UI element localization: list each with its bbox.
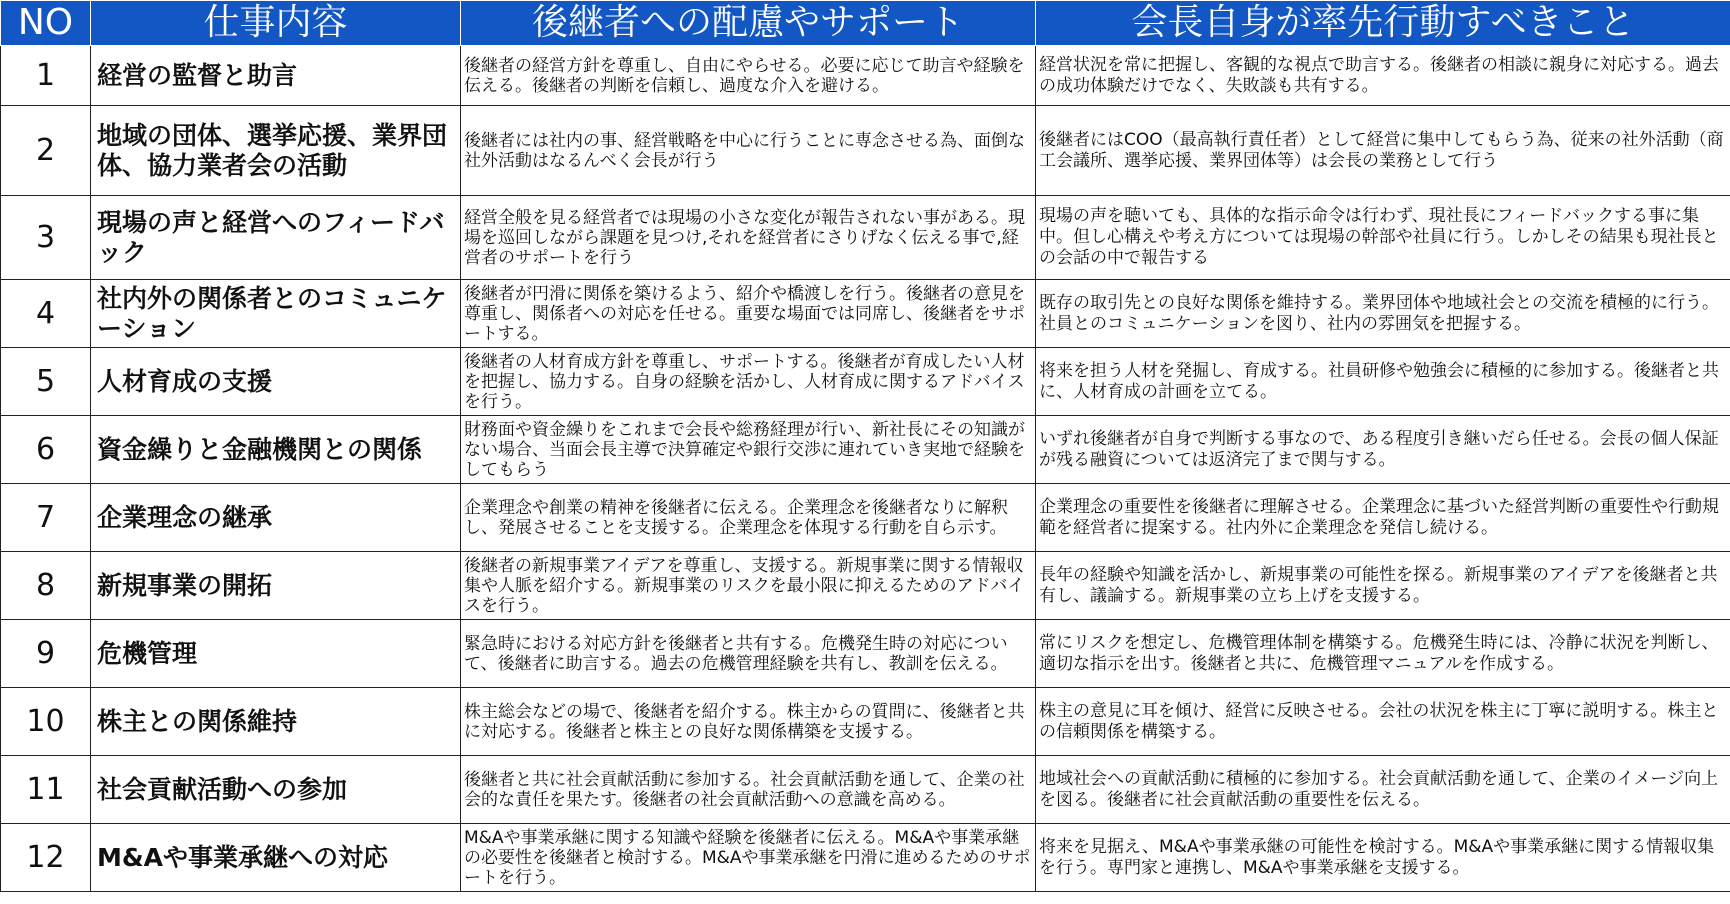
action-cell: 地域社会への貢献活動に積極的に参加する。社会貢献活動を通して、企業のイメージ向上を図る。後継者に社会貢献活動の重要性を伝える。	[1036, 756, 1730, 824]
header-support: 後継者への配慮やサポート	[461, 1, 1036, 46]
table-row	[1, 106, 1730, 196]
support-cell: 後継者には社内の事、経営戦略を中心に行うことに専念させる為、面倒な社外活動はなるんべく会長が行う	[461, 106, 1036, 196]
support-cell: 財務面や資金繰りをこれまで会長や総務経理が行い、新社長にその知識がない場合、当面会長主導で決算確定や銀行交渉に連れていき実地で経験をしてもらう	[461, 416, 1036, 484]
table-row	[1, 46, 1730, 106]
support-cell: M&Aや事業承継に関する知識や経験を後継者に伝える。M&Aや事業承継の必要性を後継者と検討する。M&Aや事業承継を円滑に進めるためのサポートを行う。	[461, 824, 1036, 892]
row-number: 5	[1, 348, 91, 416]
support-cell: 後継者の人材育成方針を尊重し、サポートする。後継者が育成したい人材を把握し、協力する。自身の経験を活かし、人材育成に関するアドバイスを行う。	[461, 348, 1036, 416]
row-number: 6	[1, 416, 91, 484]
support-cell: 後継者が円滑に関係を築けるよう、紹介や橋渡しを行う。後継者の意見を尊重し、関係者への対応を任せる。重要な場面では同席し、後継者をサポートする。	[461, 280, 1036, 348]
header-no: NO	[1, 1, 91, 46]
task-cell: 現場の声と経営へのフィードバック	[91, 196, 461, 280]
task-cell: 危機管理	[91, 620, 461, 688]
action-cell: 経営状況を常に把握し、客観的な視点で助言する。後継者の相談に親身に対応する。過去の成功体験だけでなく、失敗談も共有する。	[1036, 46, 1730, 106]
task-cell: 地域の団体、選挙応援、業界団体、協力業者会の活動	[91, 106, 461, 196]
row-number: 11	[1, 756, 91, 824]
action-cell: 常にリスクを想定し、危機管理体制を構築する。危機発生時には、冷静に状況を判断し、適切な指示を出す。後継者と共に、危機管理マニュアルを作成する。	[1036, 620, 1730, 688]
action-cell: 将来を担う人材を発掘し、育成する。社員研修や勉強会に積極的に参加する。後継者と共に、人材育成の計画を立てる。	[1036, 348, 1730, 416]
task-cell: 人材育成の支援	[91, 348, 461, 416]
row-number: 10	[1, 688, 91, 756]
support-cell: 後継者の経営方針を尊重し、自由にやらせる。必要に応じて助言や経験を伝える。後継者の判断を信頼し、過度な介入を避ける。	[461, 46, 1036, 106]
support-cell: 後継者の新規事業アイデアを尊重し、支援する。新規事業に関する情報収集や人脈を紹介する。新規事業のリスクを最小限に抑えるためのアドバイスを行う。	[461, 552, 1036, 620]
support-cell: 企業理念や創業の精神を後継者に伝える。企業理念を後継者なりに解釈し、発展させることを支援する。企業理念を体現する行動を自ら示す。	[461, 484, 1036, 552]
support-cell: 後継者と共に社会貢献活動に参加する。社会貢献活動を通して、企業の社会的な責任を果たす。後継者の社会貢献活動への意識を高める。	[461, 756, 1036, 824]
task-cell: 新規事業の開拓	[91, 552, 461, 620]
row-number: 8	[1, 552, 91, 620]
table-row	[1, 688, 1730, 756]
table-row	[1, 484, 1730, 552]
action-cell: 企業理念の重要性を後継者に理解させる。企業理念に基づいた経営判断の重要性や行動規範を経営者に提案する。社内外に企業理念を発信し続ける。	[1036, 484, 1730, 552]
task-cell: 株主との関係維持	[91, 688, 461, 756]
support-cell: 株主総会などの場で、後継者を紹介する。株主からの質問に、後継者と共に対応する。後継者と株主との良好な関係構築を支援する。	[461, 688, 1036, 756]
row-number: 12	[1, 824, 91, 892]
row-number: 3	[1, 196, 91, 280]
task-cell: 資金繰りと金融機関との関係	[91, 416, 461, 484]
header-task: 仕事内容	[91, 1, 461, 46]
table-row	[1, 824, 1730, 892]
task-cell: 社内外の関係者とのコミュニケーション	[91, 280, 461, 348]
support-cell: 緊急時における対応方針を後継者と共有する。危機発生時の対応について、後継者に助言する。過去の危機管理経験を共有し、教訓を伝える。	[461, 620, 1036, 688]
row-number: 2	[1, 106, 91, 196]
header-action: 会長自身が率先行動すべきこと	[1036, 1, 1730, 46]
row-number: 4	[1, 280, 91, 348]
task-cell: 企業理念の継承	[91, 484, 461, 552]
task-cell: 経営の監督と助言	[91, 46, 461, 106]
action-cell: 後継者にはCOO（最高執行責任者）として経営に集中してもらう為、従来の社外活動（商工会議所、選挙応援、業界団体等）は会長の業務として行う	[1036, 106, 1730, 196]
row-number: 9	[1, 620, 91, 688]
action-cell: 現場の声を聴いても、具体的な指示命令は行わず、現社長にフィードバックする事に集中。但し心構えや考え方については現場の幹部や社員に行う。しかしその結果も現社長との会話の中で報告する	[1036, 196, 1730, 280]
table-row	[1, 416, 1730, 484]
header-row	[1, 1, 1730, 46]
table-row	[1, 552, 1730, 620]
action-cell: いずれ後継者が自身で判断する事なので、ある程度引き継いだら任せる。会長の個人保証が残る融資については返済完了まで関与する。	[1036, 416, 1730, 484]
table-row	[1, 756, 1730, 824]
action-cell: 株主の意見に耳を傾け、経営に反映させる。会社の状況を株主に丁寧に説明する。株主との信頼関係を構築する。	[1036, 688, 1730, 756]
action-cell: 長年の経験や知識を活かし、新規事業の可能性を探る。新規事業のアイデアを後継者と共有し、議論する。新規事業の立ち上げを支援する。	[1036, 552, 1730, 620]
table-row	[1, 348, 1730, 416]
row-number: 7	[1, 484, 91, 552]
action-cell: 既存の取引先との良好な関係を維持する。業界団体や地域社会との交流を積極的に行う。社員とのコミュニケーションを図り、社内の雰囲気を把握する。	[1036, 280, 1730, 348]
support-cell: 経営全般を見る経営者では現場の小さな変化が報告されない事がある。現場を巡回しながら課題を見つけ,それを経営者にさりげなく伝える事で,経営者のサポートを行う	[461, 196, 1036, 280]
action-cell: 将来を見据え、M&Aや事業承継の可能性を検討する。M&Aや事業承継に関する情報収集を行う。専門家と連携し、M&Aや事業承継を支援する。	[1036, 824, 1730, 892]
table-row	[1, 620, 1730, 688]
task-cell: 社会貢献活動への参加	[91, 756, 461, 824]
task-cell: M&Aや事業承継への対応	[91, 824, 461, 892]
table-row	[1, 196, 1730, 280]
row-number: 1	[1, 46, 91, 106]
table-row	[1, 280, 1730, 348]
